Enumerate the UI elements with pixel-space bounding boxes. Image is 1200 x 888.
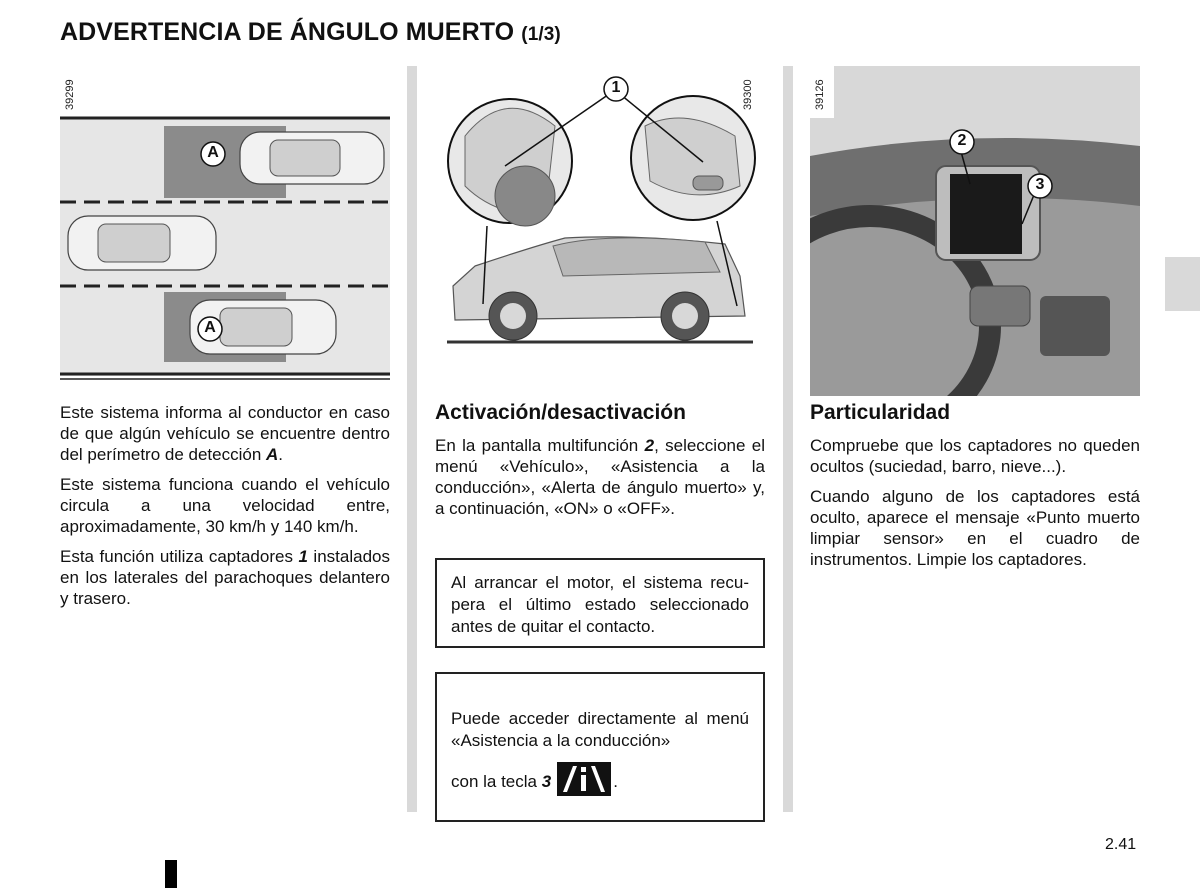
callout-2-label: 2 bbox=[957, 132, 967, 149]
driving-assist-key-icon bbox=[557, 762, 611, 796]
chapter-tab bbox=[1165, 257, 1200, 311]
right-paragraph-2: Cuando alguno de los captadores está oculto, aparece el mensaje «Punto muerto limpiar sensor» en el cuadro de instrumentos. Limpie los captadores. bbox=[810, 487, 1140, 569]
page-title-part: (1/3) bbox=[521, 24, 561, 45]
left-paragraph-3 bbox=[60, 546, 390, 609]
right-column-text bbox=[810, 435, 1140, 579]
particularity-heading: Particularidad bbox=[810, 401, 951, 424]
dashboard-figure bbox=[810, 66, 1140, 396]
column-separator-left bbox=[407, 66, 417, 812]
left-p1-ref: A bbox=[266, 445, 279, 464]
marker-a-top-label: A bbox=[207, 144, 219, 161]
note-box-2-end: . bbox=[613, 772, 618, 791]
left-p3-text: Esta función utiliza captadores bbox=[60, 547, 299, 566]
left-p1-text: Este sistema informa al conductor en caso de que algún vehículo se encuentre dentro del perímetro de detección bbox=[60, 403, 390, 464]
figure-number-left: 39299 bbox=[64, 79, 76, 110]
left-column-text bbox=[60, 402, 390, 618]
left-p3-end: instalados en los laterales del parachoques delantero y trasero. bbox=[60, 547, 390, 608]
right-paragraph-1: Compruebe que los captadores no queden ocultos (suciedad, barro, nieve...). bbox=[810, 436, 1140, 476]
marker-a-bottom-label: A bbox=[204, 319, 216, 336]
blind-spot-diagram bbox=[60, 66, 390, 384]
note-box-2-text: Puede acceder directamente al menú «Asistencia a la conducción» bbox=[451, 709, 749, 750]
note-box-2-ref: 3 bbox=[541, 772, 552, 791]
dashboard-illustration bbox=[810, 66, 1140, 396]
figure-number-middle: 39300 bbox=[742, 79, 754, 110]
left-p1-end: . bbox=[278, 445, 284, 464]
note-box-shortcut bbox=[435, 672, 765, 822]
activation-heading: Activación/desactivación bbox=[435, 401, 686, 424]
note-box-1-text: Al arrancar el motor, el sistema recupera el último estado seleccionado antes de quitar el contacto. bbox=[451, 573, 749, 636]
callout-3-label: 3 bbox=[1035, 176, 1045, 193]
left-p3-ref: 1 bbox=[298, 547, 308, 566]
middle-p1-text: En la pantalla multifunción bbox=[435, 436, 645, 455]
note-box-2-key-line bbox=[451, 762, 749, 796]
middle-paragraph-1 bbox=[435, 435, 765, 519]
note-box-engine-start bbox=[435, 558, 765, 648]
page-number: 2.41 bbox=[1105, 836, 1137, 853]
sensor-location-figure bbox=[435, 66, 765, 356]
middle-column-text bbox=[435, 435, 765, 528]
page-title-text: ADVERTENCIA DE ÁNGULO MUERTO bbox=[60, 18, 515, 46]
left-paragraph-2: Este sistema funciona cuando el vehículo circula a una velocidad entre, aproximadamente, 30 km/h y 140 km/h. bbox=[60, 475, 390, 536]
figure-number-right: 39126 bbox=[814, 79, 826, 110]
middle-p1-ref: 2 bbox=[644, 436, 655, 455]
left-paragraph-1 bbox=[60, 402, 390, 465]
car-side-illustration bbox=[435, 66, 765, 356]
footer-bar bbox=[165, 860, 177, 888]
callout-1-label: 1 bbox=[611, 79, 621, 96]
middle-p1-end: , seleccione el menú «Vehículo», «Asistencia a la conducción», «Alerta de ángulo muerto» y, a continuación, «ON» o «OFF». bbox=[435, 436, 765, 518]
note-box-2-prefix: con la tecla bbox=[451, 772, 542, 791]
road-illustration bbox=[60, 66, 390, 384]
column-separator-right bbox=[783, 66, 793, 812]
page-title bbox=[60, 18, 561, 47]
